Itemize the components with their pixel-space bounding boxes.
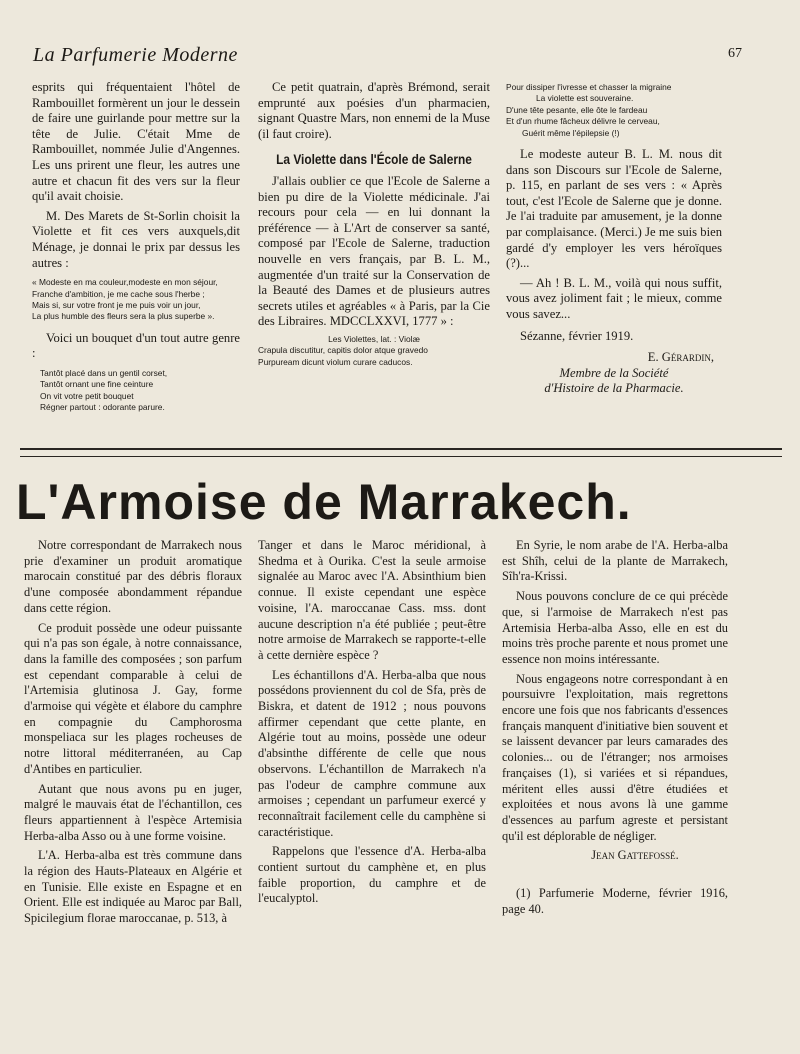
paragraph: — Ah ! B. L. M., voilà qui nous suffit, vous avez joliment fait ; le mieux, comme vous savez... — [506, 275, 722, 321]
paragraph: Ce produit possède une odeur puissante qui n'a pas son égale, à notre connaissance, dans la famille des composées ; son parfum est cependant comparable à celui de l'Artemisia glutinosa J. Gay, forme d'armoise qui végète et élabore du camphre en compagnie du Camphorosma monspeliaca sur les plages rocheuses de notre littoral méditerranéen, au Cap d'Antibes en particulier. — [24, 620, 242, 776]
paragraph: Autant que nous avons pu en juger, malgré le mauvais état de l'échantillon, ces fleurs appartiennent à l'espèce Artemisia Herba-alba Asso ou à une forme voisine. — [24, 781, 242, 843]
paragraph: Rappelons que l'essence d'A. Herba-alba contient surtout du camphène et, en plus faible proportion, du camphre et de l'eucalyptol. — [258, 844, 486, 906]
verse-line: On vit votre petit bouquet — [40, 390, 134, 401]
author-title: Membre de la Société — [559, 365, 669, 380]
article-column-1 — [24, 538, 242, 931]
verse-line: D'une tête pesante, elle ôte le fardeau — [506, 104, 648, 115]
top-column-3 — [506, 80, 722, 397]
verse-line: Crapula discutitur, capitis dolor atque gravedo — [258, 345, 428, 356]
verse-quatrain — [32, 368, 240, 414]
paragraph: Nous engageons notre correspondant à en poursuivre l'exploitation, mais regrettons encore une fois que nos fabricants d'essences français manquent d'initiative bien souvent et se laissent devancer par leurs camarades des colonies... ou de l'étranger; nos armoises françaises (1), si variées et si répandues, méritent elles aussi d'être étudiées et exploitées et nous avons là une gamme d'essences au parfum agreste et persistant qu'il est déplorable de négliger. — [502, 671, 728, 843]
verse-line: Régner partout : odorante parure. — [40, 402, 165, 413]
paragraph: Le modeste auteur B. L. M. nous dit dans son Discours sur l'Ecole de Salerne, p. 115, en parlant de ses vers : « Après tout, c'est l'Ecole de Salerne que je donne. Je l'ai traduite par amusement, je la donne par complaisance. (Merci.) Je me suis bien gardé d'y employer les vers héroïques (?)... — [506, 147, 722, 271]
paragraph: Nous pouvons conclure de ce qui précède que, si l'armoise de Marrakech n'est pas Artemisia Herba-alba Asso, elle en est du moins très proche parente et nous promet une essence non moins intéressante. — [502, 589, 728, 666]
paragraph: Ce petit quatrain, d'après Brémond, serait emprunté aux poésies d'un pharmacien, signant Quastre Mars, non ennemi de la Muse (il faut croire). — [258, 80, 490, 141]
verse-line: La plus humble des fleurs sera la plus superbe ». — [32, 311, 215, 322]
author-signature: E. Gérardin, — [647, 350, 714, 365]
verse-line: Et d'un rhume fâcheux délivre le cerveau, — [506, 116, 660, 127]
paragraph: esprits qui fréquentaient l'hôtel de Rambouillet formèrent un jour le dessein de faire une guirlande pour mettre sur la tête de Julie. C'était Mme de Rambouillet, nommée Julie d'Angennes. Les uns prirent une fleur, les autres une autre et chacun fit des vers sur la fleur qu'il avait choisie. — [32, 80, 240, 204]
author-title: d'Histoire de la Pharmacie. — [544, 381, 684, 396]
divider-rule — [20, 448, 782, 450]
verse-line: Franche d'ambition, je me cache sous l'herbe ; — [32, 288, 205, 299]
paragraph: M. Des Marets de St-Sorlin choisit la Violette et fit ces vers auxquels,dit Ménage, je donnai le prix par dessus les autres : — [32, 208, 240, 270]
author-signature: Jean Gattefossé. — [591, 848, 679, 863]
section-heading: La Violette dans l'École de Salerne — [276, 151, 472, 168]
article-title: L'Armoise de Marrakech. — [16, 474, 632, 530]
paragraph: L'A. Herba-alba est très commune dans la région des Hauts-Plateaux en Algérie et en Tunisie. Elle existe en Espagne et en Orient. Elle est indiquée au Maroc par Ball, Spicilegium florae maroccanae, p. 513, à — [24, 848, 242, 926]
paragraph: Notre correspondant de Marrakech nous prie d'examiner un produit aromatique marocain constitué par des débris floraux d'une composée abondamment répandue dans cette région. — [24, 538, 242, 615]
article-column-2 — [258, 538, 486, 911]
latin-verse — [258, 334, 490, 368]
top-column-2 — [258, 80, 490, 376]
place-date: Sézanne, février 1919. — [520, 328, 634, 343]
verse-line: Mais si, sur votre front je me puis voir un jour, — [32, 299, 201, 310]
french-verse — [506, 82, 722, 139]
page-number: 67 — [728, 46, 742, 61]
verse-line: La violette est souveraine. — [536, 93, 634, 104]
divider-rule — [20, 456, 782, 457]
verse-line: Purpuream dicunt violum curare caducos. — [258, 356, 413, 367]
article-column-3 — [502, 538, 728, 921]
verse-line: Les Violettes, lat. : Violæ — [328, 333, 420, 344]
running-title: La Parfumerie Moderne — [33, 44, 238, 66]
paragraph: Les échantillons d'A. Herba-alba que nous possédons proviennent du col de Sfa, près de Biskra, et datent de 1912 ; nous pouvons affirmer cependant que cette plante, en Algérie tout au moins, possède une odeur d'absinthe différente de celle que nous observons. L'échantillon de Marrakech n'a pas l'odeur de camphre commune aux armoises ; cependant un parfumeur exercé y reconnaîtrait facilement celle du camphène si caractéristique. — [258, 667, 486, 839]
paragraph: J'allais oublier ce que l'Ecole de Salerne a bien pu dire de la Violette médicinale. J'ai recours pour cela — en lui donnant la préférence — à L'Art de conserver sa santé, composé par l'Ecole de Salerne, traduction nouvelle en vers français, par B. L. M., augmentée d'un traité sur la Conservation de la Beauté des Dames et de plusieurs autres secrets utiles et agréables « à Paris, par la Cie des Libraires. MDCCLXXVI, 1777 » : — [258, 173, 490, 329]
paragraph: Voici un bouquet d'un tout autre genre : — [32, 330, 240, 361]
footnote: (1) Parfumerie Moderne, février 1916, page 40. — [502, 886, 728, 916]
verse-quatrain — [32, 277, 240, 323]
verse-line: Guérit même l'épilepsie (!) — [522, 127, 620, 138]
verse-line: Tantôt placé dans un gentil corset, — [40, 367, 168, 378]
top-column-1 — [32, 80, 240, 422]
paragraph: Tanger et dans le Maroc méridional, à Shedma et à Ourika. C'est la seule armoise signalée au Maroc avec l'A. Absinthium bien connue. Il existe cependant une espèce voisine, l'A. maroccanae Cass. mss. dont aucune description n'a été publiée ; peut-être notre armoise de Marrakech se rapporte-t-elle à cette dernière espèce ? — [258, 538, 486, 662]
verse-line: « Modeste en ma couleur,modeste en mon séjour, — [32, 277, 218, 288]
paragraph: En Syrie, le nom arabe de l'A. Herba-alba est Shîh, celui de la plante de Marrakech, Sîh'ra-Krissi. — [502, 538, 728, 584]
verse-line: Pour dissiper l'ivresse et chasser la migraine — [506, 82, 672, 92]
verse-line: Tantôt ornant une fine ceinture — [40, 379, 154, 390]
